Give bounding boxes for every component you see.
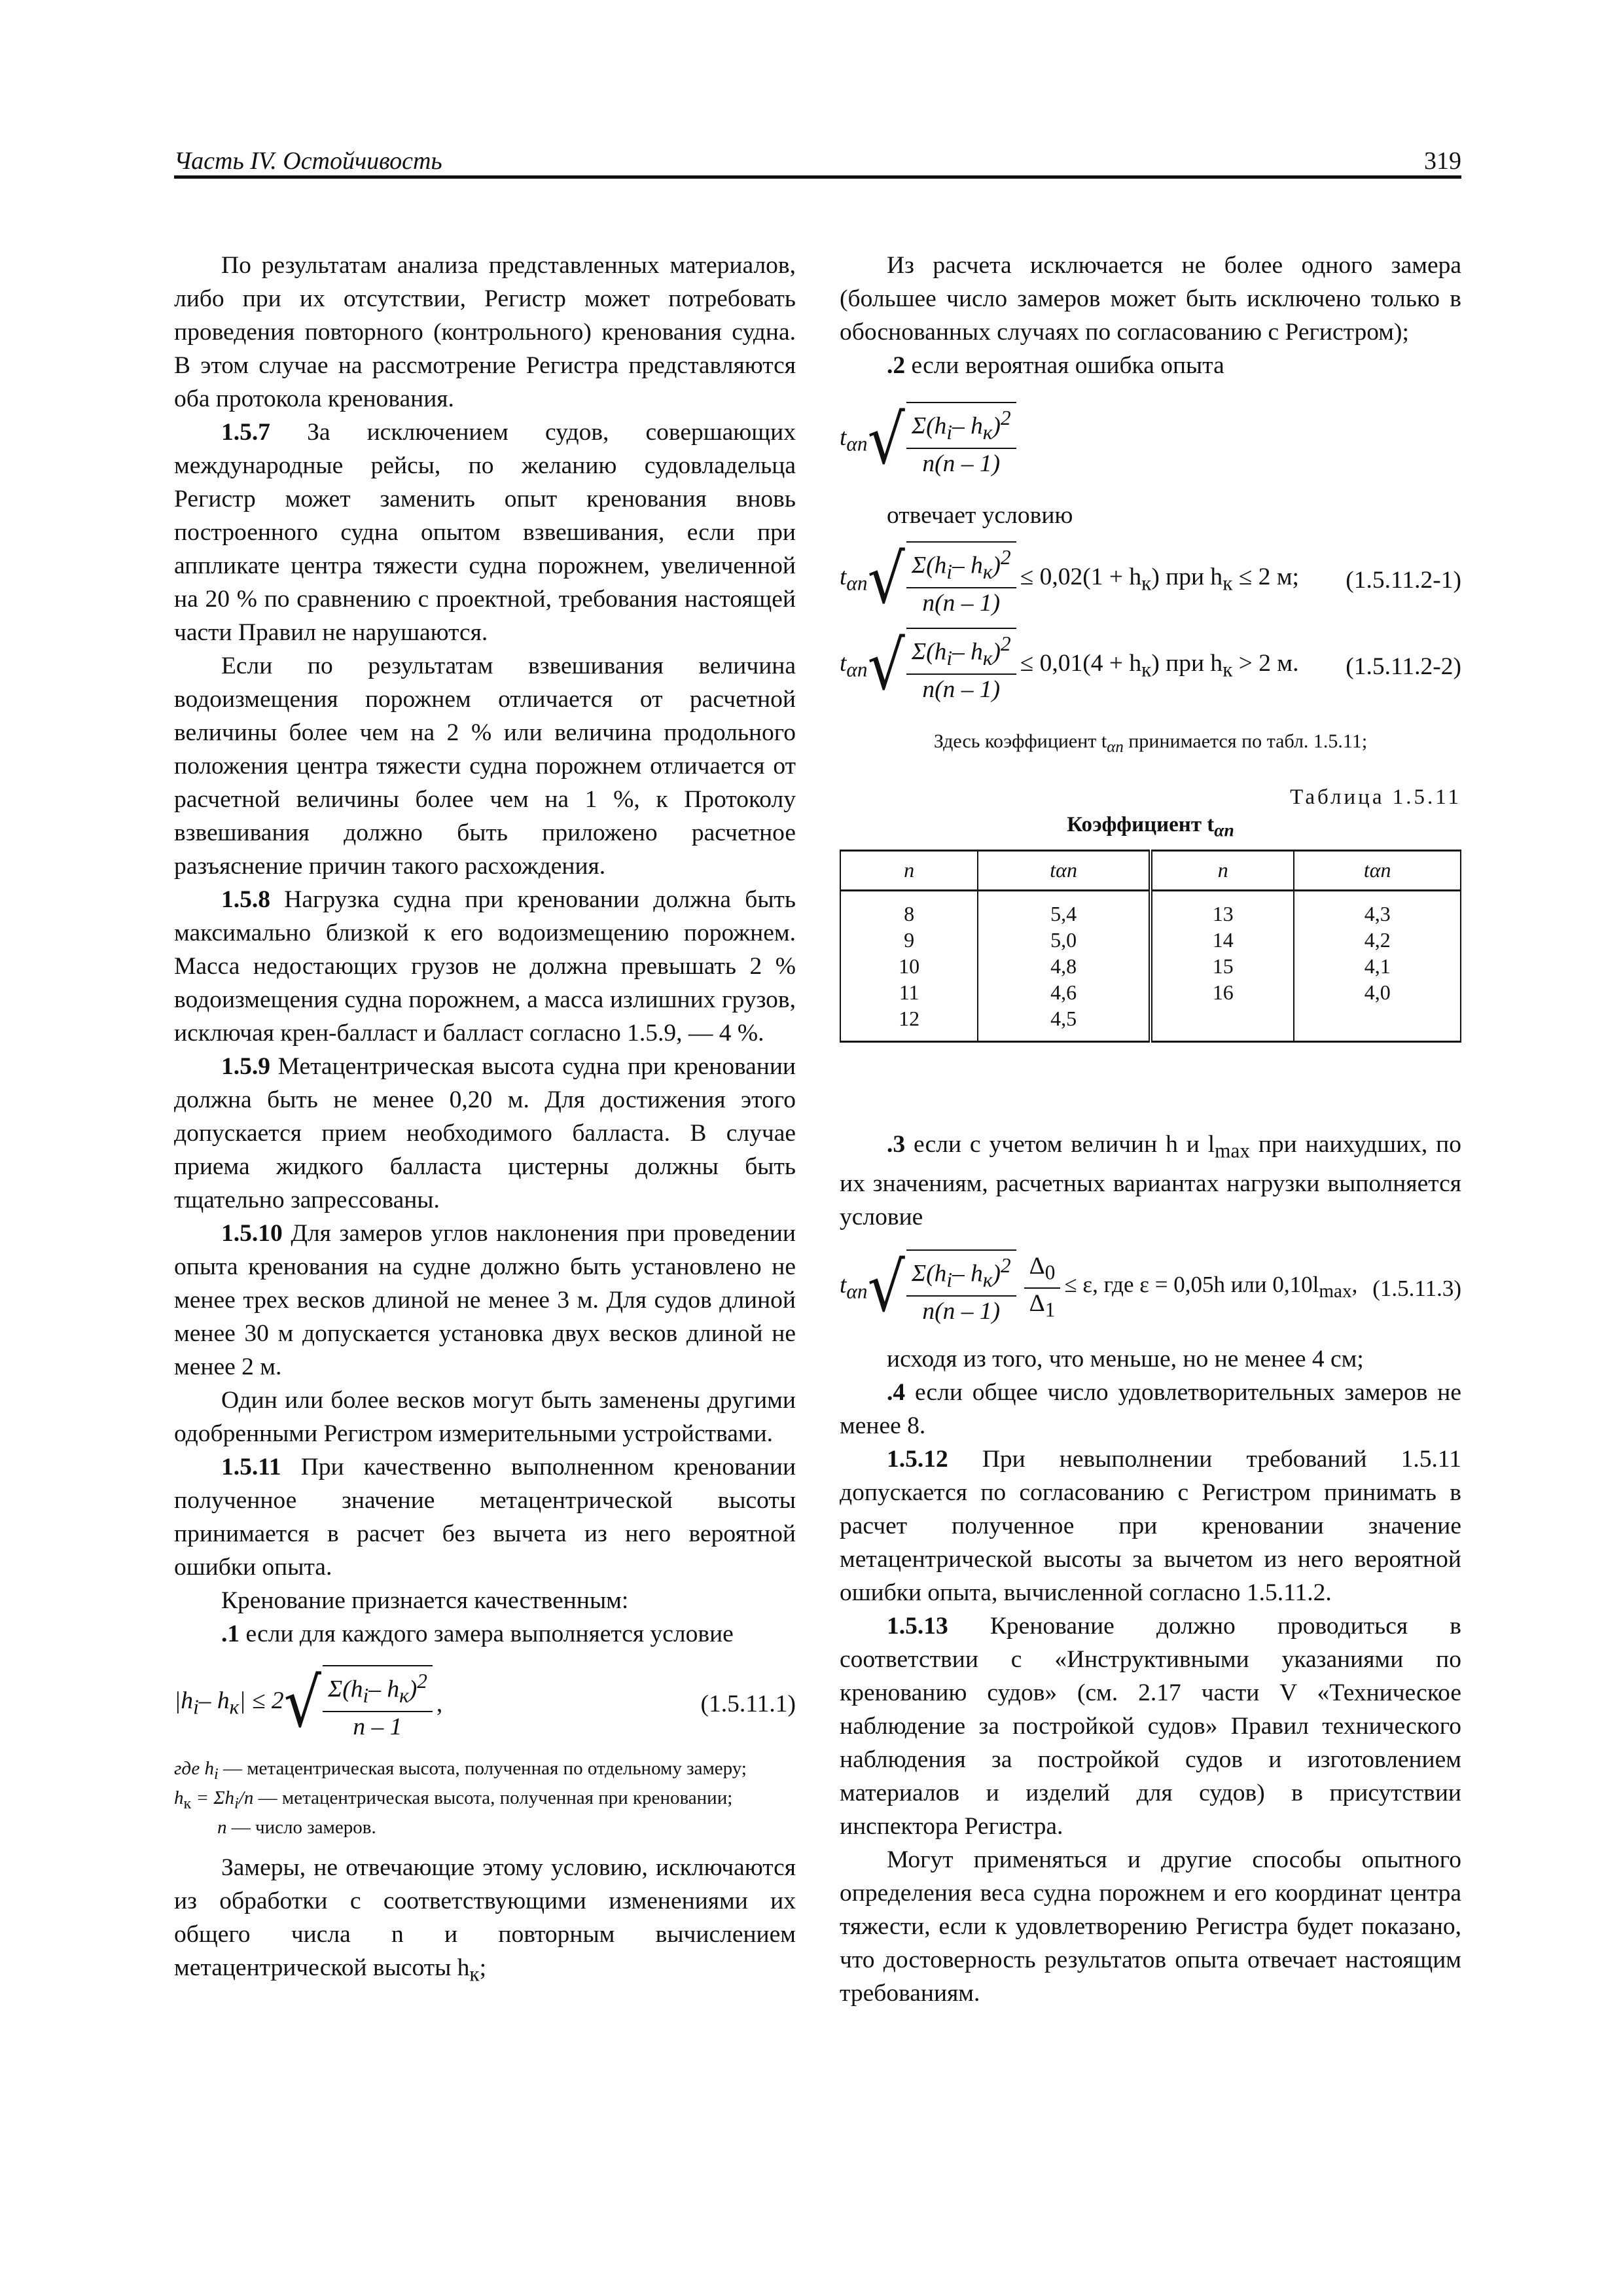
table-header: n [840,850,978,890]
item-number: .2 [887,352,906,379]
table-row [840,953,1461,979]
section-text: Для замеров углов наклонения при проведении опыта кренования на судне должно быть установлено не менее трех весков длиной не менее 3 м. Для судов длиной менее 30 м допускается установка двух весков длиной не менее 2 м. [174,1220,796,1380]
table-row [840,927,1461,953]
section-number: 1.5.13 [887,1613,948,1640]
item-3: .3 если с учетом величин h и $l_{max}$ при наихудших, по их значениям, расчетных вариантах нагрузки выполняется условие [840,1130,1461,1231]
paragraph: Могут применяться и другие способы опытного определения веса судна порожнем и его координат центра тяжести, если к удовлетворению Регистра будет показано, что достоверность результатов опыта отвечает настоящим требованиям. [840,1846,1461,2007]
section-1-5-8 [174,883,796,1050]
formula-fraction: $\frac{\Sigma(h_i- h_к)^2}{n - 1}$ [323,1665,433,1742]
table-cell: 4,3 [1294,890,1461,927]
table-note: Здесь коэффициент $t_{\alpha n}$ принимается по табл. 1.5.11; [933,730,1368,756]
item-number: .3 [887,1130,906,1158]
table-header: n [1150,850,1294,890]
table-cell: 4,5 [978,1005,1150,1042]
item-2 [840,349,1461,382]
section-1-5-10 [174,1217,796,1384]
table-cell: 4,0 [1294,979,1461,1005]
formula-lhs: $|h_i-$ $h_к| \le 2$ [174,1687,284,1719]
section-1-5-7 [174,416,796,649]
item-text: если вероятная ошибка опыта [911,352,1224,379]
sqrt-icon: √ [867,1248,905,1327]
section-number: 1.5.7 [221,419,270,446]
table-cell: 4,8 [978,953,1150,979]
table-cell: 4,1 [1294,953,1461,979]
table-cell [1150,1005,1294,1042]
sqrt-icon: √ [867,626,905,706]
sqrt-icon: √ [867,540,905,619]
left-column [174,249,796,1990]
sqrt-icon: √ [283,1664,321,1743]
formula-label: (1.5.11.2-2) [1346,653,1461,680]
section-text: При качественно выполненном креновании полученное значение метацентрической высоты принимается в расчет без вычета из него вероятной ошибки опыта. [174,1454,796,1581]
section-1-5-12 [840,1443,1461,1609]
formula-label: (1.5.11.1) [700,1690,796,1717]
section-number: 1.5.11 [221,1454,281,1480]
paragraph: Кренование признается качественным: [221,1587,629,1614]
table-cell: 5,4 [978,890,1150,927]
section-number: 1.5.10 [221,1220,283,1247]
section-text: Нагрузка судна при креновании должна быть максимально близкой к его водоизмещению порожнем. Масса недостающих грузов не должна превышать 2 % водоизмещения судна порожнем, а масса излишних грузов, исключая крен-балласт и балласт согласно 1.5.9, — 4 %. [174,886,796,1047]
legend-item: где $h_i$ — метацентрическая высота, полученная по отдельному замеру; [174,1758,747,1783]
section-number: 1.5.9 [221,1053,270,1080]
formula-comma: , [436,1690,443,1717]
formula-1-5-11-3: $t_{\alpha n}$ √ $\frac{\Sigma(h_i- h_к)^2}{n(n - 1)}$ $\frac{\Delta_0}{\Delta_1}$ ≤ ε, где ε = 0,05h или $0,10l_{max}$, (1.5.11.3) [840,1248,1461,1327]
item-number: .4 [887,1379,906,1407]
right-column [840,249,1461,2010]
table-row [840,890,1461,927]
formula-1-5-11-2-1: $t_{\alpha n}$ √ $\frac{\Sigma(h_i- h_к)^2}{n(n - 1)}$ ≤ $0,02(1 + h_к)$ при $h_к \le 2$ м; (1.5.11.2-1) [840,540,1461,619]
item-4: .4 если общее число удовлетворительных замеров не менее 8. [840,1379,1462,1440]
item-text: если для каждого замера выполняется условие [245,1621,734,1647]
page-number: 319 [1424,147,1461,175]
header-rule [174,175,1461,179]
section-text: Метацентрическая высота судна при креновании должна быть не менее 0,20 м. Для достижения этого допускается прием необходимого балласта. В случае приема жидкого балласта цистерны должны быть тщательно запрессованы. [174,1053,796,1213]
table-cell: 4,6 [978,979,1150,1005]
section-text: Кренование должно проводиться в соответствии с «Инструктивными указаниями по кренованию судов» (см. 2.17 части V «Техническое наблюдение за постройкой судов» Правил технического наблюдения за постройкой судов и изготовлением материалов и изделий для судов) в присутствии инспектора Регистра. [840,1613,1461,1840]
formula-label: (1.5.11.2-1) [1346,566,1461,594]
table-cell: 15 [1150,953,1294,979]
table-cell [1294,1005,1461,1042]
header-title: Часть IV. Остойчивость [174,147,442,175]
table-cell: 5,0 [978,927,1150,953]
table-cell: 11 [840,979,978,1005]
item-1 [174,1617,796,1651]
table-caption: Таблица 1.5.11 [1290,785,1461,809]
paragraph: исходя из того, что меньше, но не менее 4 см; [887,1346,1364,1373]
table-cell: 10 [840,953,978,979]
section-number: 1.5.8 [221,886,270,913]
section-1-5-13 [840,1609,1461,1843]
table-cell: 12 [840,1005,978,1042]
table-cell: 16 [1150,979,1294,1005]
table-cell: 14 [1150,927,1294,953]
table-header-row [840,850,1461,890]
formula-1-5-11-2-2: $t_{\alpha n}$ √ $\frac{\Sigma(h_i- h_к)^2}{n(n - 1)}$ ≤ $0,01(4 + h_к)$ при $h_к > 2$ м. (1.5.11.2-2) [840,626,1461,706]
section-text: При невыполнении требований 1.5.11 допускается по согласованию с Регистром принимать в расчет полученное при креновании значение метацентрической высоты за вычетом из него вероятной ошибки опыта, вычисленной согласно 1.5.11.2. [840,1446,1461,1607]
paragraph: отвечает условию [887,502,1073,529]
table-header: tαn [1294,850,1461,890]
paragraph: Замеры, не отвечающие этому условию, исключаются из обработки с соответствующими изменениями их общего числа n и повторным вычислением метацентрической высоты $h_к$; [174,1854,796,1986]
section-1-5-11 [174,1450,796,1584]
legend-item: $h_к = \Sigma h_i/n$ — метацентрическая высота, полученная при креновании; [174,1787,733,1812]
table-header: tαn [978,850,1150,890]
formula-label: (1.5.11.3) [1372,1275,1461,1301]
formula-legend [174,1757,796,1839]
section-text: За исключением судов, совершающих международные рейсы, по желанию судовладельца Регистр может заменить опыт кренования вновь построенного судна опытом взвешивания, если при аппликате центра тяжести судна порожнем, увеличенной на 20 % по сравнению с проектной, требования настоящей части Правил не нарушаются. [174,419,796,646]
formula-1-5-11-1 [174,1665,796,1742]
paragraph: Из расчета исключается не более одного замера (большее число замеров может быть исключено только в обоснованных случаях по согласованию с Регистром); [840,252,1461,346]
section-1-5-9 [174,1050,796,1217]
table-title: Коэффициент $t_{\alpha n}$ [1067,813,1234,840]
table-cell: 8 [840,890,978,927]
paragraph: По результатам анализа представленных материалов, либо при их отсутствии, Регистр может потребовать проведения повторного (контрольного) кренования судна. В этом случае на рассмотрение Регистра представляются оба протокола кренования. [174,252,796,412]
running-header [174,145,1461,178]
section-number: 1.5.12 [887,1446,948,1473]
sqrt-icon: √ [867,401,905,480]
table-cell: 9 [840,927,978,953]
item-number: .1 [221,1621,240,1647]
legend-item: n — число замеров. [217,1816,376,1838]
table-cell: 4,2 [1294,927,1461,953]
coefficient-table [840,850,1461,1043]
formula-probable-error: $t_{\alpha n}$ √ $\frac{\Sigma(h_i- h_к)^2}{n(n - 1)}$ [840,402,1461,479]
table-cell: 13 [1150,890,1294,927]
table-row [840,979,1461,1005]
table-row [840,1005,1461,1042]
paragraph: Если по результатам взвешивания величина водоизмещения порожнем отличается от расчетной величины более чем на 2 % или величина продольного положения центра тяжести судна порожнем отличается от расчетной величины более чем на 1 %, к Протоколу взвешивания должно быть приложено расчетное разъяснение причин такого расхождения. [174,653,796,880]
paragraph: Один или более весков могут быть заменены другими одобренными Регистром измерительными устройствами. [174,1387,796,1447]
